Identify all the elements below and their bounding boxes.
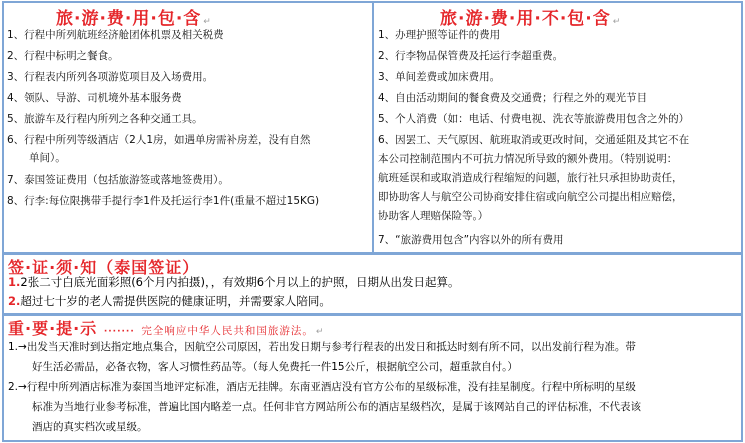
visa-item-2-text: 超过七十岁的老人需提供医院的健康证明，并需要家人陪同。	[20, 294, 331, 308]
included-item-8: 8、行李:每位限携带手提行李1件及托运行李1件(重量不超过15KG)	[7, 195, 320, 207]
excluded-item-2: 2、行李物品保管费及托运行李超重费。	[378, 50, 564, 62]
tips-dots: ·······	[103, 327, 135, 337]
tips-item-1-cont: 好生活必需品，必备衣物，客人习惯性药品等。（每人免费托一件15公斤，根据航空公司，超重款自付。）	[32, 361, 518, 373]
included-item-6: 6、行程中所列等级酒店（2人1房，如遇单房需补房差，没有自然	[7, 134, 311, 146]
visa-item-2-number: 2.	[8, 294, 21, 308]
tips-item-2-cont1: 标准为当地行业参考标准，普遍比国内略差一点。任何非官方网站所公布的酒店星级档次，是属于该网站自己的评估标准，不代表该	[32, 401, 641, 413]
included-item-4: 4、领队、导游、司机境外基本服务费	[7, 92, 182, 104]
visa-item-1-number: 1.	[8, 275, 21, 289]
excluded-item-7: 7、“旅游费用包含”内容以外的所有费用	[378, 234, 564, 246]
excluded-item-6: 6、因罢工、天气原因、航班取消或更改时间，交通延阻及其它不在	[378, 134, 690, 146]
excluded-item-6-cont1: 本公司控制范围内不可抗力情况所导致的额外费用。（特别说明：	[378, 153, 678, 165]
included-section	[4, 2, 370, 252]
visa-content	[6, 255, 741, 313]
excluded-title	[440, 4, 621, 29]
tips-title-text: 重·要·提·示	[8, 319, 98, 338]
included-item-2: 2、行程中标明之餐食。	[7, 50, 119, 62]
excluded-title-text: 旅·游·费·用·不·包·含	[440, 9, 611, 29]
included-title	[56, 4, 212, 29]
excluded-item-6-cont4: 协助客人理赔保险等。）	[378, 210, 489, 222]
tips-notice: 完全响应中华人民共和国旅游法。	[141, 325, 314, 337]
included-item-1: 1、行程中所列航班经济舱团体机票及相关税费	[7, 29, 224, 41]
tips-content	[6, 316, 741, 440]
excluded-section	[375, 2, 741, 252]
included-item-7: 7、泰国签证费用（包括旅游签或落地签费用）。	[7, 174, 229, 186]
included-item-3: 3、行程表内所列各项游览项目及入场费用。	[7, 71, 214, 83]
excluded-item-6-cont2: 航班延误和或取消造成行程缩短的问题，旅行社只承担协助责任，	[378, 172, 683, 184]
tips-item-2-cont2: 酒店的真实档次或星级。	[32, 421, 148, 433]
tips-title	[8, 316, 324, 339]
visa-item-2	[8, 294, 331, 309]
paragraph-mark-icon: ↵	[315, 327, 325, 337]
paragraph-mark-icon: ↵	[612, 17, 622, 27]
visa-title-text: 签·证·须·知（泰国签证）	[8, 258, 200, 277]
excluded-item-4: 4、自由活动期间的餐食费及交通费；行程之外的观光节目	[378, 92, 648, 104]
included-item-5: 5、旅游车及行程内所列之各种交通工具。	[7, 113, 203, 125]
paragraph-mark-icon: ↵	[203, 17, 212, 27]
tips-item-1: 1.→出发当天准时到达指定地点集合，因航空公司原因，若出发日期与参考行程表的出发日和抵达时刻有所不同，以出发前行程为准。带	[8, 341, 636, 353]
visa-item-1	[8, 275, 460, 290]
excluded-item-1: 1、办理护照等证件的费用	[378, 29, 501, 41]
excluded-item-6-cont3: 即协助客人与航空公司协商安排住宿或向航空公司提出相应赔偿，	[378, 191, 683, 203]
included-title-text: 旅·游·费·用·包·含	[56, 9, 202, 29]
excluded-item-3: 3、单间差费或加床费用。	[378, 71, 501, 83]
column-divider	[372, 1, 374, 254]
visa-item-1-text: 2张二寸白底光面彩照(6个月内拍摄)，，有效期6个月以上的护照，日期从出发日起算。	[20, 275, 460, 289]
included-item-6-cont: 单间）。	[29, 152, 66, 164]
excluded-item-5: 5、个人消费（如：电话、付费电视、洗衣等旅游费用包含之外的）	[378, 113, 690, 125]
tips-item-2: 2.→行程中所列酒店标准为泰国当地评定标准，酒店无挂牌。东南亚酒店没有官方公布的星级标准，没有挂星制度。行程中所标明的星级	[8, 381, 636, 393]
